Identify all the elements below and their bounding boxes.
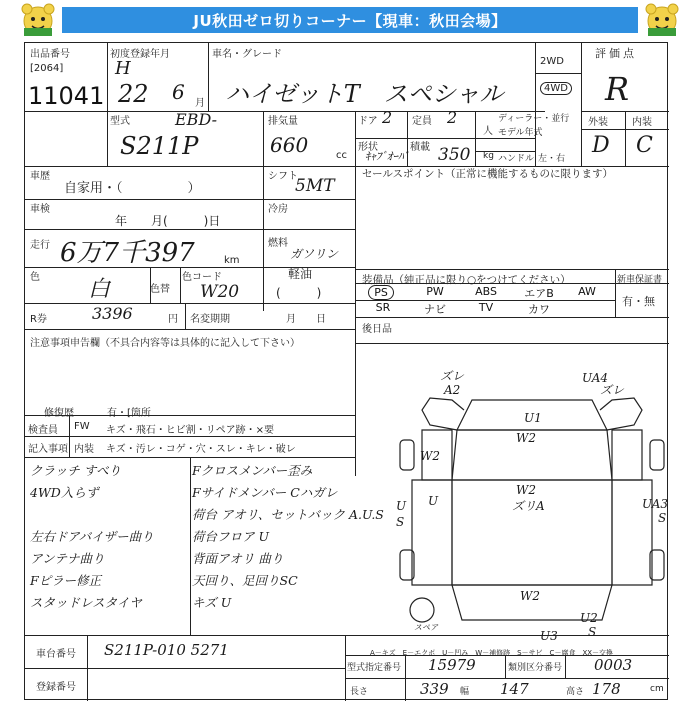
header-title: JU秋田ゼロ切りコーナー【現車：秋田会場】 [62,7,638,33]
registration-label: 登録番号 [36,682,76,693]
fuel-paren: ( ) [276,286,322,300]
capacity-label: 定員 [412,116,432,127]
mascot-left-icon [18,2,58,38]
color-replace-label: 色替 [150,284,170,295]
color-value: 白 [88,277,111,302]
first-reg-month: 6 [172,80,185,104]
remark-line: 左右ドアバイザー曲り [30,529,154,544]
diagram-mark: U [396,499,407,513]
handle-label: ハンドル [498,154,535,164]
remark-line: アンテナ曲り [30,551,105,566]
color-code-label: 色コード [182,272,222,283]
dim-height-label: 高さ [566,687,585,697]
load-value: 350 [438,145,471,165]
car-damage-diagram [392,370,672,640]
cert-value: 15979 [428,656,476,674]
class-label: 類別区分番号 [508,663,563,673]
mileage-label: 走行 [30,240,50,251]
repair-value: 有・[箇所 [107,408,151,419]
remark-line [30,504,185,526]
lot-sub: [2064] [30,63,64,74]
doors-label: ドア [358,116,378,127]
diagram-mark: A2 [444,383,461,397]
type-prefix: EBD- [175,110,217,129]
diagram-mark: U1 [524,411,542,425]
diagram-mark: S [658,511,667,525]
right-bed-side-outline [612,480,652,585]
doors-value: 2 [382,108,393,127]
equipment-navi: ナビ [424,303,446,316]
remark-line: Fクロスメンバー歪み [192,463,313,478]
load-unit: kg [483,151,494,161]
dim-length-label: 長さ [350,687,369,697]
warranty-value: 有・無 [622,295,655,308]
model-name-value: ハイゼットT スペシャル [225,80,504,108]
remark-line: キズ U [192,595,232,610]
shift-label: シフト [268,171,298,182]
inspector-fw-items: キズ・飛石・ヒビ割・リペア跡・×要 [106,425,274,436]
diagram-mark: ズレ [600,383,625,397]
remark-line: 背面アオリ 曲り [192,551,284,566]
lot-number: 11041 [28,82,105,110]
inspector-notes-label: 記入事項 [28,444,68,455]
capacity-unit: 人 [483,126,493,137]
lot-label: 出品番号 [30,49,70,60]
recycle-label: R券 [30,314,47,325]
remarks-left [30,460,185,614]
dealer-label: ディーラー・並行 [498,114,570,124]
remark-line: Fサイドメンバー Cハガレ [192,485,338,500]
equipment-tv: TV [478,301,494,314]
equipment-pw: PW [426,285,444,298]
inspector-int-items: キズ・汚レ・コゲ・穴・スレ・キレ・破レ [106,444,296,455]
dim-width: 147 [500,680,529,698]
diagram-mark: W2 [516,483,536,497]
shape-label: 形状 [358,142,378,153]
drive-4wd-circled: 4WD [540,82,572,95]
name-change-label: 名変期期 [190,314,230,325]
right-door-outline [612,430,642,480]
diagram-mark: スペア [414,623,438,632]
displacement-value: 660 [270,133,309,157]
color-code-value: W20 [200,282,240,302]
diagram-mark: ズレ [440,370,465,383]
model-year-label: モデル年式 [498,128,543,138]
inspector-interior: 内装 [74,444,94,455]
front-right-wheel [650,440,664,470]
inspector-label: 検査員 [28,425,58,436]
dim-width-label: 幅 [460,687,470,697]
diagram-mark: W2 [516,431,536,445]
model-name-label: 車名・グレード [212,49,282,60]
notes-label: 注意事項申告欄（不具合内容等は具体的に記入して下さい） [30,338,300,349]
fuel-gas: ガソリン [290,247,339,261]
remarks-right [192,460,384,614]
sales-point-label: セールスポイント（正常に機能するものに限ります） [362,168,614,180]
warranty-label: 新車保証書 [617,275,663,285]
front-left-wheel [400,440,414,470]
capacity-value: 2 [447,108,458,127]
equipment-abs: ABS [475,285,497,298]
first-reg-era: H [115,58,131,79]
mileage-value: 6万7千397 [60,238,195,268]
diagram-mark: S [588,625,597,639]
first-reg-label: 初度登録年月 [110,49,170,60]
grade-value: R [605,70,630,108]
inspection-label: 車検 [30,204,50,215]
displacement-unit: cc [336,150,347,161]
diagram-mark: W2 [520,589,540,603]
recycle-unit: 円 [168,314,178,325]
chassis-label: 車台番号 [36,649,76,660]
type-label: 型式 [110,116,130,127]
aircon-label: 冷房 [268,204,288,215]
remark-line: 荷台 アオリ、セットバック A.U.S [192,507,384,522]
mileage-unit: km [224,255,240,266]
equipment-label: 装備品（純正品に限り○をつけてください） [362,274,571,286]
spare-tire [410,598,434,622]
ext-value: D [592,133,610,158]
diagram-mark: S [396,515,405,529]
inspection-value: 年 月( )日 [115,214,221,228]
repair-label: 修復歴 [44,408,74,419]
grade-label: 評価点 [595,47,637,60]
fuel-diesel: 軽油 [288,267,313,281]
dim-unit: cm [650,684,664,694]
usage-label: 車歴 [30,171,50,182]
ext-label: 外装 [588,117,608,128]
equipment-leather: カワ [528,303,550,316]
equipment-sr: SR [375,301,391,314]
diagram-mark: U2 [580,611,598,625]
fuel-label: 燃料 [268,238,288,249]
dim-length: 339 [420,680,449,698]
mascot-right-icon [642,2,682,38]
dim-height: 178 [592,680,621,698]
inspector-fw: FW [74,421,90,432]
header [0,0,700,40]
equipment-aw: AW [578,285,596,298]
class-value: 0003 [594,656,633,674]
diagram-mark: UA4 [582,371,609,385]
name-change-value: 月 日 [286,314,326,325]
left-mirror-outline [422,398,464,430]
first-reg-year: 22 [118,80,149,108]
chassis-value: S211P-010 5271 [104,641,229,659]
right-mirror-outline [600,398,642,430]
type-value: S211P [120,132,199,160]
remark-line: 天回り、足回りSC [192,573,298,588]
remark-line: クラッチ すべり [30,463,121,478]
remark-line: 荷台フロア U [192,529,270,544]
cert-label: 型式指定番号 [347,663,402,673]
load-label: 積載 [410,142,430,153]
equipment-airbag: エアB [524,287,554,300]
int-label: 内装 [632,117,652,128]
diagram-mark: UA3 [642,497,669,511]
color-label: 色 [30,272,40,283]
remark-line: スタッドレスタイヤ [30,595,142,610]
first-reg-month-unit: 月 [195,98,205,109]
shift-value: 5MT [295,176,335,196]
shape-value: ｷｬﾌﾞｵｰﾊﾞ [365,150,409,163]
diagram-mark: ズリA [512,499,545,513]
diagram-mark: U3 [540,629,558,640]
seats-label: 後日品 [362,324,392,335]
recycle-value: 3396 [92,304,133,323]
diagram-mark: W2 [420,449,440,463]
remark-line: 4WD入らず [30,485,99,500]
diagram-mark: U [428,494,439,508]
legend: A－キズ E－エクボ U－凹み W－補修跡 S－サビ C－腐食 XX－交換 [370,649,614,657]
drive-2wd: 2WD [540,56,564,67]
handle-options: 左・右 [538,154,566,164]
displacement-label: 排気量 [268,116,298,127]
remark-line: Fピラー修正 [30,573,102,588]
usage-value: 自家用・（ ） [64,181,201,196]
int-value: C [636,133,653,158]
equipment-ps: PS [368,285,394,300]
